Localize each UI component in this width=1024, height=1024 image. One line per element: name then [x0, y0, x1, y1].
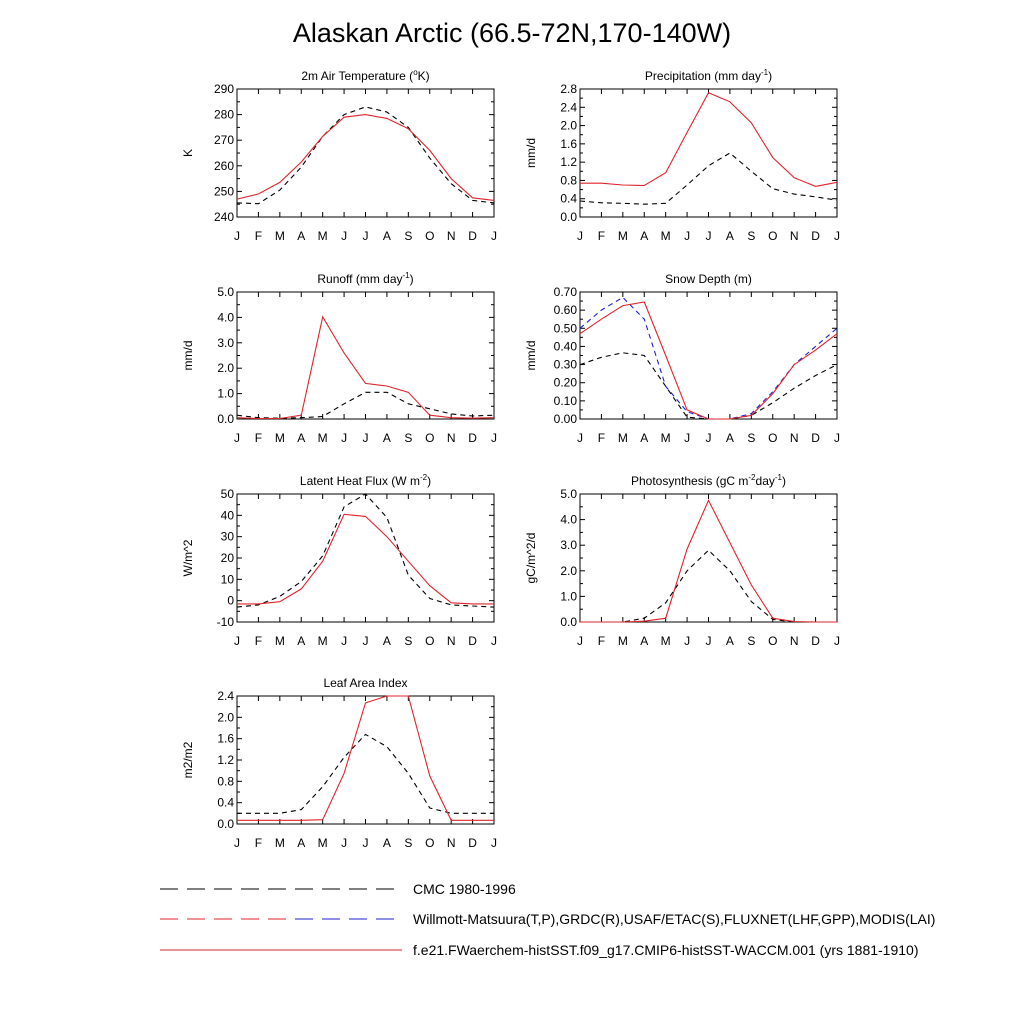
- plot-frame: [580, 494, 837, 622]
- y-axis-label: mm/d: [181, 340, 195, 371]
- y-tick-label: 0.40: [553, 339, 577, 354]
- plot-frame: [580, 292, 837, 419]
- y-tick-label: 4.0: [217, 310, 234, 325]
- x-tick-label: A: [640, 634, 649, 648]
- x-tick-label: S: [404, 229, 413, 243]
- y-tick-label: -10: [216, 615, 234, 629]
- y-tick-label: 0.50: [553, 321, 577, 336]
- y-tick-label: 0.10: [553, 393, 577, 408]
- y-tick-label: 270: [213, 133, 234, 148]
- y-tick-label: 1.2: [560, 155, 577, 170]
- panel-1: [181, 68, 497, 243]
- y-tick-label: 30: [220, 529, 234, 544]
- x-tick-label: A: [640, 229, 649, 243]
- y-axis-label: gC/m^2/d: [524, 532, 538, 584]
- legend-label-cmc: CMC 1980-1996: [413, 881, 516, 897]
- x-tick-label: J: [577, 634, 583, 648]
- y-tick-label: 250: [213, 184, 234, 199]
- y-tick-label: 3.0: [560, 538, 577, 553]
- y-tick-label: 0.0: [217, 412, 234, 426]
- legend-label-model: f.e21.FWaerchem-histSST.f09_g17.CMIP6-histSST-WACCM.001 (yrs 1881-1910): [413, 942, 919, 958]
- y-tick-label: 240: [213, 210, 234, 224]
- x-tick-label: J: [684, 634, 691, 648]
- x-tick-label: A: [382, 229, 391, 243]
- x-tick-label: J: [705, 229, 712, 243]
- y-tick-label: 0.4: [560, 191, 577, 206]
- y-tick-label: 3.0: [217, 335, 234, 350]
- x-tick-label: N: [446, 634, 456, 648]
- y-tick-label: 0.0: [560, 210, 577, 224]
- panel-title: Snow Depth (m): [665, 272, 752, 286]
- x-tick-label: A: [297, 634, 306, 648]
- x-tick-label: F: [597, 431, 606, 445]
- x-tick-label: F: [597, 634, 606, 648]
- y-tick-label: 5.0: [560, 487, 577, 501]
- y-tick-label: 50: [220, 487, 234, 501]
- panel-title: Precipitation (mm day$^{-1}$): [644, 68, 773, 83]
- y-tick-label: 2.4: [560, 100, 577, 115]
- x-tick-label: J: [234, 229, 240, 243]
- x-tick-label: M: [274, 431, 285, 445]
- x-tick-label: A: [382, 836, 391, 850]
- x-tick-label: J: [234, 836, 240, 850]
- x-tick-label: A: [640, 431, 649, 445]
- y-tick-label: 40: [220, 508, 234, 523]
- x-tick-label: J: [834, 229, 840, 243]
- x-tick-label: J: [491, 229, 497, 243]
- x-tick-label: J: [834, 431, 840, 445]
- legend-samples: [160, 889, 402, 950]
- series-line-obs2_blue: [580, 297, 837, 419]
- x-tick-label: M: [274, 836, 285, 850]
- panel-title: Photosynthesis (gC $m^{-2}day^{-1}$): [631, 473, 786, 488]
- x-tick-label: A: [382, 431, 391, 445]
- x-tick-label: S: [404, 634, 413, 648]
- panel-7: [181, 676, 497, 850]
- x-tick-label: N: [446, 431, 456, 445]
- x-tick-label: J: [341, 836, 348, 850]
- x-tick-label: M: [660, 431, 671, 445]
- x-tick-label: J: [834, 634, 840, 648]
- y-tick-label: 20: [220, 551, 234, 565]
- x-tick-label: D: [811, 229, 820, 243]
- x-tick-label: J: [362, 634, 369, 648]
- y-tick-label: 260: [213, 158, 234, 173]
- x-tick-label: N: [446, 836, 456, 850]
- x-tick-label: S: [404, 431, 413, 445]
- y-tick-label: 1.0: [560, 589, 577, 604]
- y-axis-label: W/m^2: [181, 539, 195, 577]
- x-tick-label: F: [254, 431, 263, 445]
- y-tick-label: 2.0: [217, 710, 234, 725]
- y-tick-label: 0.0: [217, 817, 234, 831]
- x-tick-label: S: [404, 836, 413, 850]
- y-tick-label: 1.2: [217, 753, 234, 767]
- x-tick-label: J: [684, 229, 691, 243]
- x-tick-label: M: [274, 634, 285, 648]
- y-tick-label: 0.20: [553, 375, 577, 390]
- x-tick-label: O: [768, 634, 778, 648]
- y-axis-label: K: [181, 148, 195, 158]
- x-tick-label: S: [747, 229, 756, 243]
- x-tick-label: D: [811, 431, 820, 445]
- x-tick-label: F: [254, 634, 263, 648]
- x-tick-label: O: [768, 431, 778, 445]
- x-tick-label: D: [811, 634, 820, 648]
- y-tick-label: 5.0: [217, 285, 234, 299]
- x-tick-label: J: [491, 836, 497, 850]
- y-tick-label: 2.8: [560, 82, 577, 96]
- y-tick-label: 0.00: [553, 412, 577, 426]
- y-tick-label: 280: [213, 107, 234, 122]
- x-tick-label: O: [425, 229, 435, 243]
- y-tick-label: 10: [220, 572, 234, 587]
- x-tick-label: J: [491, 634, 497, 648]
- x-tick-label: M: [617, 634, 628, 648]
- series-line-model: [237, 317, 494, 419]
- y-tick-label: 1.6: [217, 731, 234, 746]
- x-tick-label: N: [789, 229, 799, 243]
- x-tick-label: A: [297, 229, 306, 243]
- x-tick-label: M: [274, 229, 285, 243]
- y-axis-label: mm/d: [524, 340, 538, 371]
- series-line-model: [580, 93, 837, 187]
- x-tick-label: O: [768, 229, 778, 243]
- plot-frame: [237, 89, 494, 217]
- y-tick-label: 2.0: [560, 563, 577, 578]
- plot-frame: [237, 696, 494, 824]
- series-line-model: [237, 696, 494, 820]
- x-tick-label: J: [577, 431, 583, 445]
- x-tick-label: M: [317, 634, 328, 648]
- x-tick-label: F: [254, 836, 263, 850]
- x-tick-label: J: [362, 229, 369, 243]
- x-tick-label: O: [425, 431, 435, 445]
- x-tick-label: J: [341, 634, 348, 648]
- x-tick-label: J: [341, 229, 348, 243]
- y-tick-label: 0: [227, 593, 234, 608]
- figure-title: Alaskan Arctic (66.5-72N,170-140W): [292, 18, 732, 48]
- panel-2: [524, 68, 840, 243]
- x-tick-label: A: [725, 229, 734, 243]
- y-tick-label: 1.6: [560, 136, 577, 151]
- panel-5: [181, 473, 497, 648]
- x-tick-label: J: [341, 431, 348, 445]
- x-tick-label: D: [468, 431, 477, 445]
- x-tick-label: O: [425, 634, 435, 648]
- series-line-obs1: [237, 107, 494, 204]
- x-tick-label: M: [617, 229, 628, 243]
- x-tick-label: A: [725, 431, 734, 445]
- y-tick-label: 0.70: [553, 285, 577, 299]
- plot-frame: [237, 292, 494, 419]
- panel-4: [524, 272, 840, 445]
- y-tick-label: 0.8: [560, 173, 577, 188]
- x-tick-label: N: [446, 229, 456, 243]
- panel-title: Latent Heat Flux (W $m^{-2}$): [299, 473, 432, 488]
- legend-label-observations: Willmott-Matsuura(T,P),GRDC(R),USAF/ETAC(S),FLUXNET(LHF,GPP),MODIS(LAI): [413, 911, 936, 927]
- y-axis-label: m2/m2: [181, 741, 195, 779]
- x-tick-label: M: [317, 431, 328, 445]
- x-tick-label: J: [234, 431, 240, 445]
- x-tick-label: M: [617, 431, 628, 445]
- x-tick-label: A: [297, 431, 306, 445]
- y-tick-label: 290: [213, 82, 234, 96]
- series-line-model: [580, 500, 837, 622]
- x-tick-label: A: [725, 634, 734, 648]
- y-tick-label: 2.4: [217, 689, 234, 703]
- x-tick-label: N: [789, 431, 799, 445]
- x-tick-label: D: [468, 229, 477, 243]
- x-tick-label: J: [705, 634, 712, 648]
- x-tick-label: A: [297, 836, 306, 850]
- x-tick-label: M: [317, 229, 328, 243]
- plot-frame: [580, 89, 837, 217]
- series-line-obs1: [580, 353, 837, 419]
- y-tick-label: 1.0: [217, 386, 234, 401]
- x-tick-label: D: [468, 836, 477, 850]
- y-tick-label: 0.30: [553, 357, 577, 372]
- x-tick-label: F: [597, 229, 606, 243]
- x-tick-label: O: [425, 836, 435, 850]
- series-line-model: [237, 514, 494, 604]
- y-axis-label: mm/d: [524, 138, 538, 168]
- series-line-obs1: [580, 153, 837, 204]
- panel-3: [181, 271, 497, 445]
- y-tick-label: 2.0: [217, 361, 234, 376]
- y-tick-label: 0.8: [217, 774, 234, 789]
- y-tick-label: 0.0: [560, 615, 577, 629]
- series-line-obs1: [580, 550, 837, 622]
- x-tick-label: M: [317, 836, 328, 850]
- panel-title: Runoff (mm day$^{-1}$): [317, 271, 414, 286]
- x-tick-label: J: [491, 431, 497, 445]
- panel-title: 2m Air Temperature ($^o$K): [301, 68, 430, 83]
- series-line-obs1: [237, 734, 494, 813]
- x-tick-label: S: [747, 431, 756, 445]
- x-tick-label: J: [577, 229, 583, 243]
- x-tick-label: M: [660, 229, 671, 243]
- x-tick-label: J: [362, 836, 369, 850]
- x-tick-label: F: [254, 229, 263, 243]
- y-tick-label: 0.60: [553, 303, 577, 318]
- series-line-model: [237, 115, 494, 201]
- panel-6: [524, 473, 840, 648]
- panel-title: Leaf Area Index: [323, 676, 408, 690]
- x-tick-label: A: [382, 634, 391, 648]
- x-tick-label: J: [234, 634, 240, 648]
- x-tick-label: J: [362, 431, 369, 445]
- y-tick-label: 4.0: [560, 512, 577, 527]
- x-tick-label: J: [684, 431, 691, 445]
- x-tick-label: J: [705, 431, 712, 445]
- x-tick-label: D: [468, 634, 477, 648]
- x-tick-label: S: [747, 634, 756, 648]
- y-tick-label: 2.0: [560, 118, 577, 133]
- x-tick-label: N: [789, 634, 799, 648]
- y-tick-label: 0.4: [217, 795, 234, 810]
- x-tick-label: M: [660, 634, 671, 648]
- series-line-obs1: [237, 494, 494, 607]
